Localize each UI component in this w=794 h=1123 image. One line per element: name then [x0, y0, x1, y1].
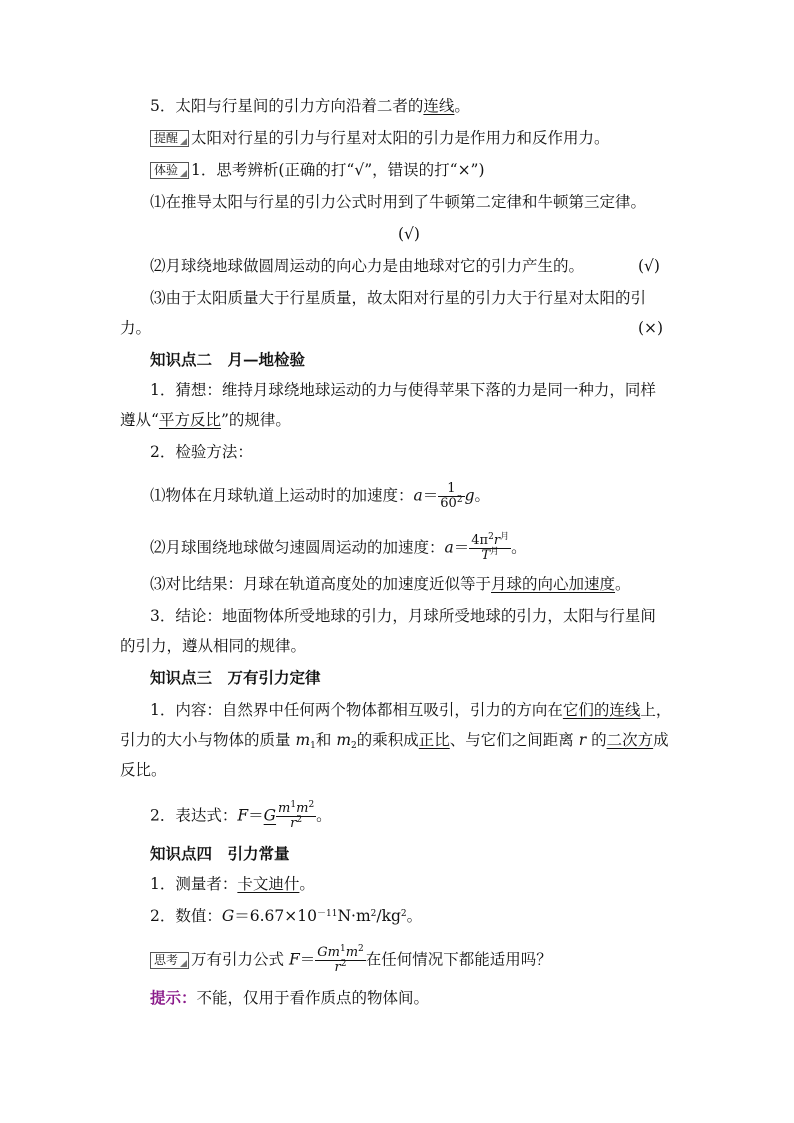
method-1: ⑴物体在月球轨道上运动时的加速度：a＝ $\frac{1}{60^2}$ g。 — [150, 481, 491, 511]
question-2-mark: (√) — [638, 257, 660, 275]
fraction-4pi2r-T2: $\frac{4\pi^2r^月}{T^月}$ — [471, 532, 510, 563]
hint-line: 提示：不能，仅用于看作质点的物体间。 — [150, 988, 430, 1007]
experience-tag: 体验 — [150, 162, 189, 179]
guess-line-1: 1．猜想：维持月球绕地球运动的力与使得苹果下落的力是同一种力，同样 — [150, 381, 656, 399]
question-3: ⑶由于太阳质量大于行星质量，故太阳对行星的引力大于行星对太阳的引 — [150, 289, 647, 307]
section-title-4: 知识点四 引力常量 — [150, 844, 290, 863]
think-line: 思考 万有引力公式 F＝ $\frac{Gm^1m^2}{r^2}$ 在任何情况下都能适用吗？ — [150, 946, 552, 975]
content-line-3: 反比。 — [120, 761, 167, 779]
question-1: ⑴在推导太阳与行星的引力公式时用到了牛顿第二定律和牛顿第三定律。 — [150, 193, 647, 211]
reminder-line: 提醒 太阳对行星的引力与行星对太阳的引力是作用力和反作用力。 — [150, 128, 610, 148]
section-title-2: 知识点二 月—地检验 — [150, 350, 306, 369]
method-heading: 2．检验方法： — [150, 443, 253, 461]
content-line-2: 引力的大小与物体的质量 $m_1$和 $m_2$的乘积成正比、与它们之间距离 r 的二次方成 — [120, 731, 669, 751]
think-tag: 思考 — [150, 952, 189, 969]
question-3-cont: 力。 — [120, 319, 152, 337]
fraction-m1m2-r2: $\frac{m^1m^2}{r^2}$ — [278, 800, 315, 831]
reminder-tag: 提醒 — [150, 130, 189, 147]
method-2: ⑵月球围绕地球做匀速圆周运动的加速度：a＝ $\frac{4\pi^2r^月}{T^月}$ 。 — [150, 532, 527, 563]
experience-line: 体验 1．思考辨析(正确的打“√”，错误的打“×”) — [150, 160, 485, 180]
value-line: 2．数值：$G=6.67\times 10^{-11}N\cdot m^2/kg^2$。 — [150, 907, 423, 925]
conclusion-line-2: 的引力，遵从相同的规律。 — [120, 637, 307, 655]
method-3: ⑶对比结果：月球在轨道高度处的加速度近似等于月球的向心加速度。 — [150, 575, 631, 593]
conclusion-line-1: 3．结论：地面物体所受地球的引力，月球所受地球的引力，太阳与行星间 — [150, 607, 656, 625]
fraction-Gm1m2-r2: $\frac{Gm^1m^2}{r^2}$ — [317, 944, 364, 975]
question-2: ⑵月球绕地球做圆周运动的向心力是由地球对它的引力产生的。 — [150, 257, 585, 275]
content-line-1: 1．内容：自然界中任何两个物体都相互吸引，引力的方向在它们的连线上， — [150, 701, 672, 719]
point-5: 5．太阳与行星间的引力方向沿着二者的连线。 — [150, 97, 470, 115]
measurer-line: 1．测量者：卡文迪什。 — [150, 875, 315, 893]
question-1-mark: (√) — [398, 225, 420, 243]
section-title-3: 知识点三 万有引力定律 — [150, 668, 321, 687]
fraction-1-60sq: $\frac{1}{60^2}$ — [440, 481, 463, 511]
expression-line: 2．表达式：F＝G $\frac{m^1m^2}{r^2}$ 。 — [150, 800, 332, 831]
guess-line-2: 遵从“平方反比”的规律。 — [120, 411, 291, 429]
question-3-mark: (×) — [638, 319, 664, 337]
hint-label: 提示： — [150, 988, 197, 1007]
